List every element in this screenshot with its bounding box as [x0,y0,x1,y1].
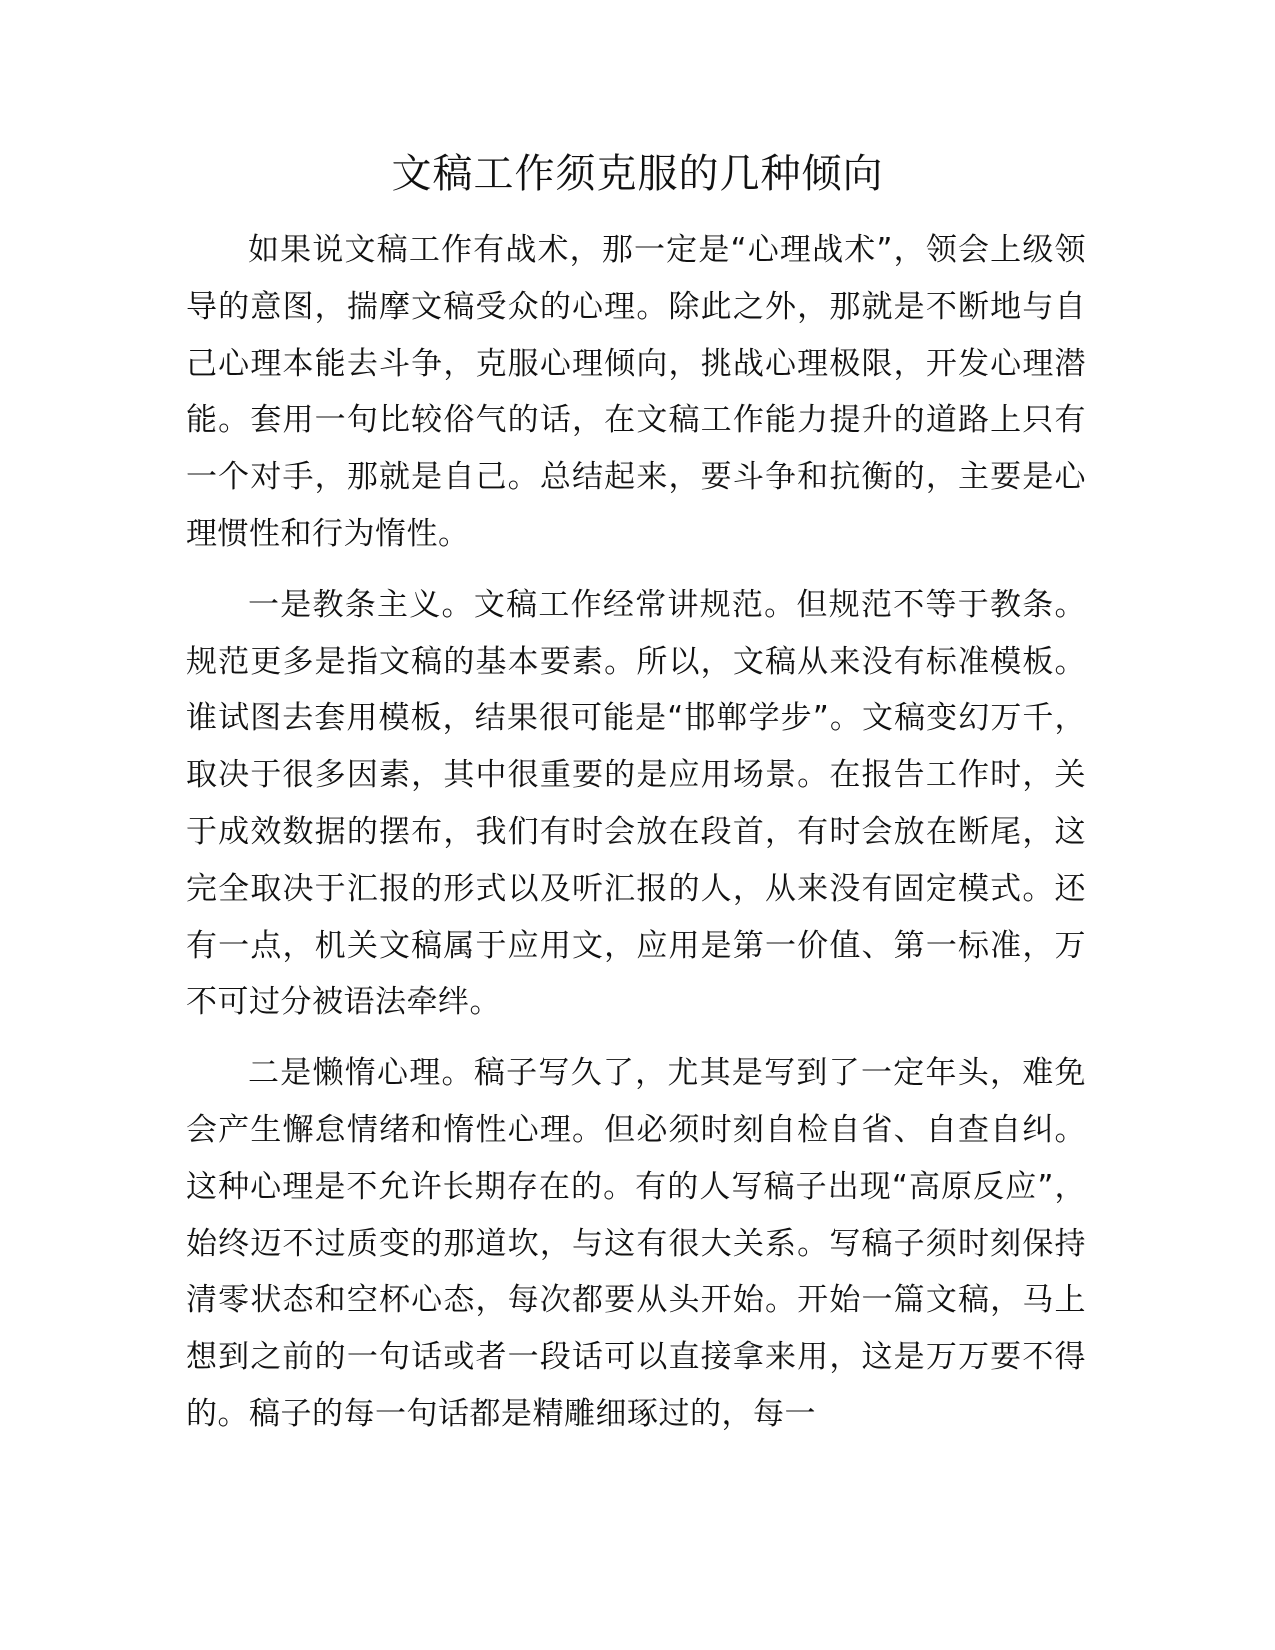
paragraph-dogmatism: 一是教条主义。文稿工作经常讲规范。但规范不等于教条。规范更多是指文稿的基本要素。所以，文稿从来没有标准模板。谁试图去套用模板，结果很可能是“邯郸学步”。文稿变幻万千，取决于很多因素，其中很重要的是应用场景。在报告工作时，关于成效数据的摆布，我们有时会放在段首，有时会放在断尾，这完全取决于汇报的形式以及听汇报的人，从来没有固定模式。还有一点，机关文稿属于应用文，应用是第一价值、第一标准，万不可过分被语法牵绊。 [186,586,1086,1021]
paragraph-intro: 如果说文稿工作有战术，那一定是“心理战术”，领会上级领导的意图，揣摩文稿受众的心理。除此之外，那就是不断地与自己心理本能去斗争，克服心理倾向，挑战心理极限，开发心理潜能。套用一句比较俗气的话，在文稿工作能力提升的道路上只有一个对手，那就是自己。总结起来，要斗争和抗衡的，主要是心理惯性和行为惰性。 [186,232,1086,552]
paragraph-laziness: 二是懒惰心理。稿子写久了，尤其是写到了一定年头，难免会产生懈怠情绪和惰性心理。但必须时刻自检自省、自查自纠。这种心理是不允许长期存在的。有的人写稿子出现“高原反应”，始终迈不过质变的那道坎，与这有很大关系。写稿子须时刻保持清零状态和空杯心态，每次都要从头开始。开始一篇文稿，马上想到之前的一句话或者一段话可以直接拿来用，这是万万要不得的。稿子的每一句话都是精雕细琢过的，每一 [186,1055,1086,1432]
document-title: 文稿工作须克服的几种倾向 [391,151,884,197]
document-body [186,222,1086,1457]
